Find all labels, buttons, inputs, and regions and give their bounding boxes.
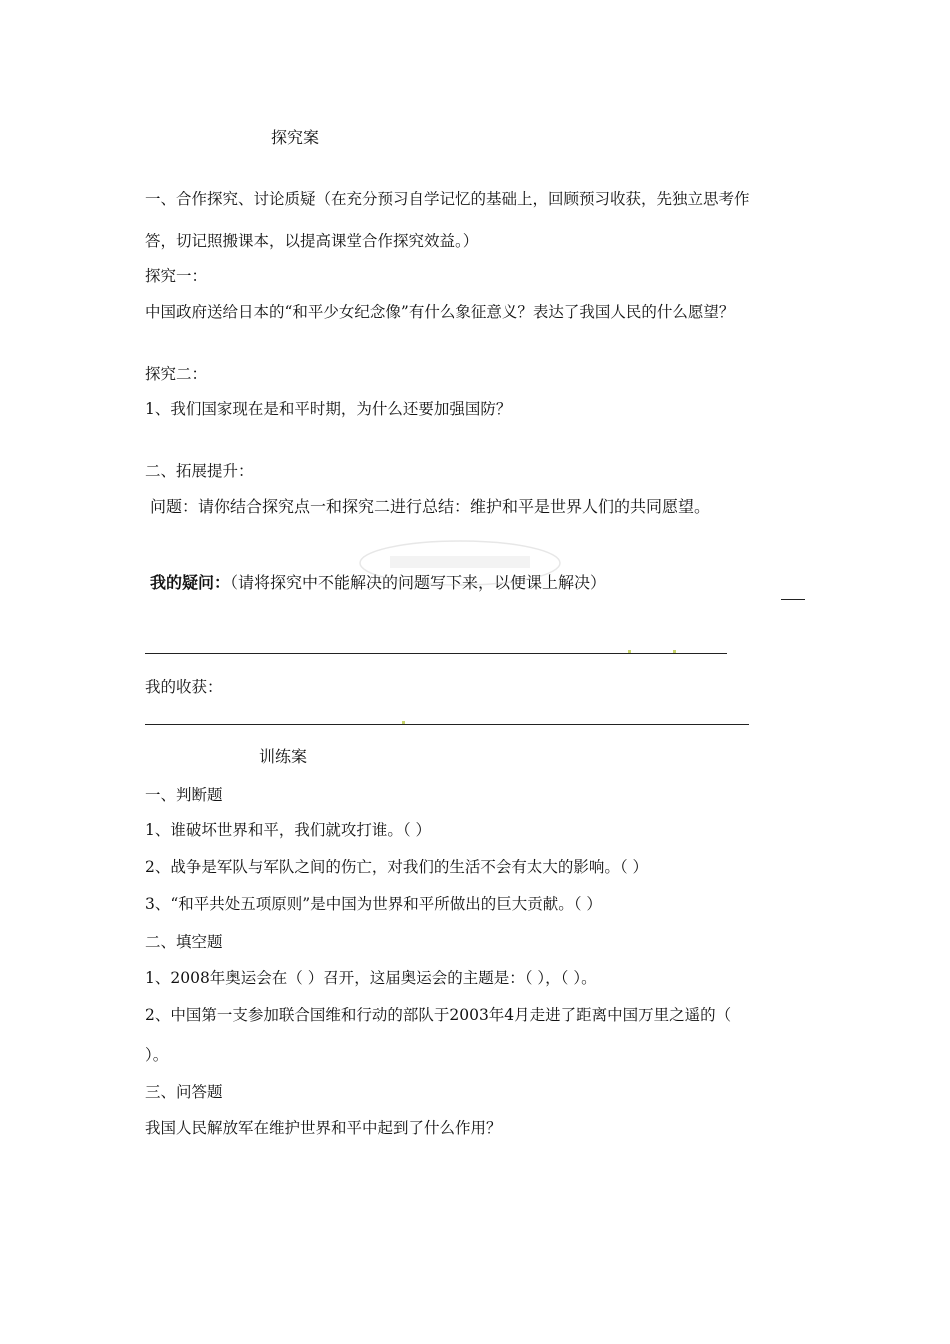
- inquiry1-question: 中国政府送给日本的“和平少女纪念像”有什么象征意义？表达了我国人民的什么愿望？: [145, 303, 735, 321]
- gains-label: 我的收获：: [145, 678, 223, 696]
- speck-mark: [673, 650, 676, 653]
- fill-item-2: 2、中国第一支参加联合国维和行动的部队于2003年4月走进了距离中国万里之遥的（: [145, 1006, 732, 1024]
- section2-heading: 二、拓展提升：: [145, 462, 254, 480]
- answer-line-short[interactable]: [781, 599, 805, 600]
- inquiry2-question: 1、我们国家现在是和平时期，为什么还要加强国防？: [145, 400, 512, 418]
- qa-question: 我国人民解放军在维护世界和平中起到了什么作用？: [145, 1119, 502, 1137]
- judge-item-3: 3、“和平共处五项原则”是中国为世界和平所做出的巨大贡献。（ ）: [145, 895, 602, 913]
- fill-item-2-cont: ）。: [145, 1046, 169, 1064]
- speck-mark: [628, 650, 631, 653]
- judge-heading: 一、判断题: [145, 786, 223, 804]
- extension-question: 问题：请你结合探究点一和探究二进行总结：维护和平是世界人们的共同愿望。: [150, 497, 711, 516]
- speck-mark: [402, 721, 405, 724]
- gains-answer-line[interactable]: [145, 724, 749, 725]
- doubts-answer-line[interactable]: [145, 653, 727, 654]
- inquiry-title: 探究案: [271, 128, 320, 147]
- inquiry1-label: 探究一：: [145, 267, 208, 285]
- fill-heading: 二、填空题: [145, 933, 223, 951]
- section1-heading-line2: 答，切记照搬课本，以提高课堂合作探究效益。）: [145, 232, 479, 250]
- qa-heading: 三、问答题: [145, 1083, 223, 1101]
- inquiry2-label: 探究二：: [145, 365, 208, 383]
- watermark-stamp: [350, 528, 570, 598]
- judge-item-2: 2、战争是军队与军队之间的伤亡，对我们的生活不会有太大的影响。（ ）: [145, 858, 649, 876]
- section1-heading-line1: 一、合作探究、讨论质疑（在充分预习自学记忆的基础上，回顾预习收获，先独立思考作: [145, 190, 750, 208]
- judge-item-1: 1、谁破坏世界和平，我们就攻打谁。（ ）: [145, 821, 432, 839]
- doubts-instruction: （请将探究中不能解决的问题写下来，以便课上解决）: [230, 573, 607, 592]
- doubts-label: 我的疑问：: [150, 573, 231, 592]
- training-title: 训练案: [259, 747, 308, 766]
- fill-item-1: 1、2008年奥运会在（ ）召开，这届奥运会的主题是：（ ），（ ）。: [145, 969, 597, 987]
